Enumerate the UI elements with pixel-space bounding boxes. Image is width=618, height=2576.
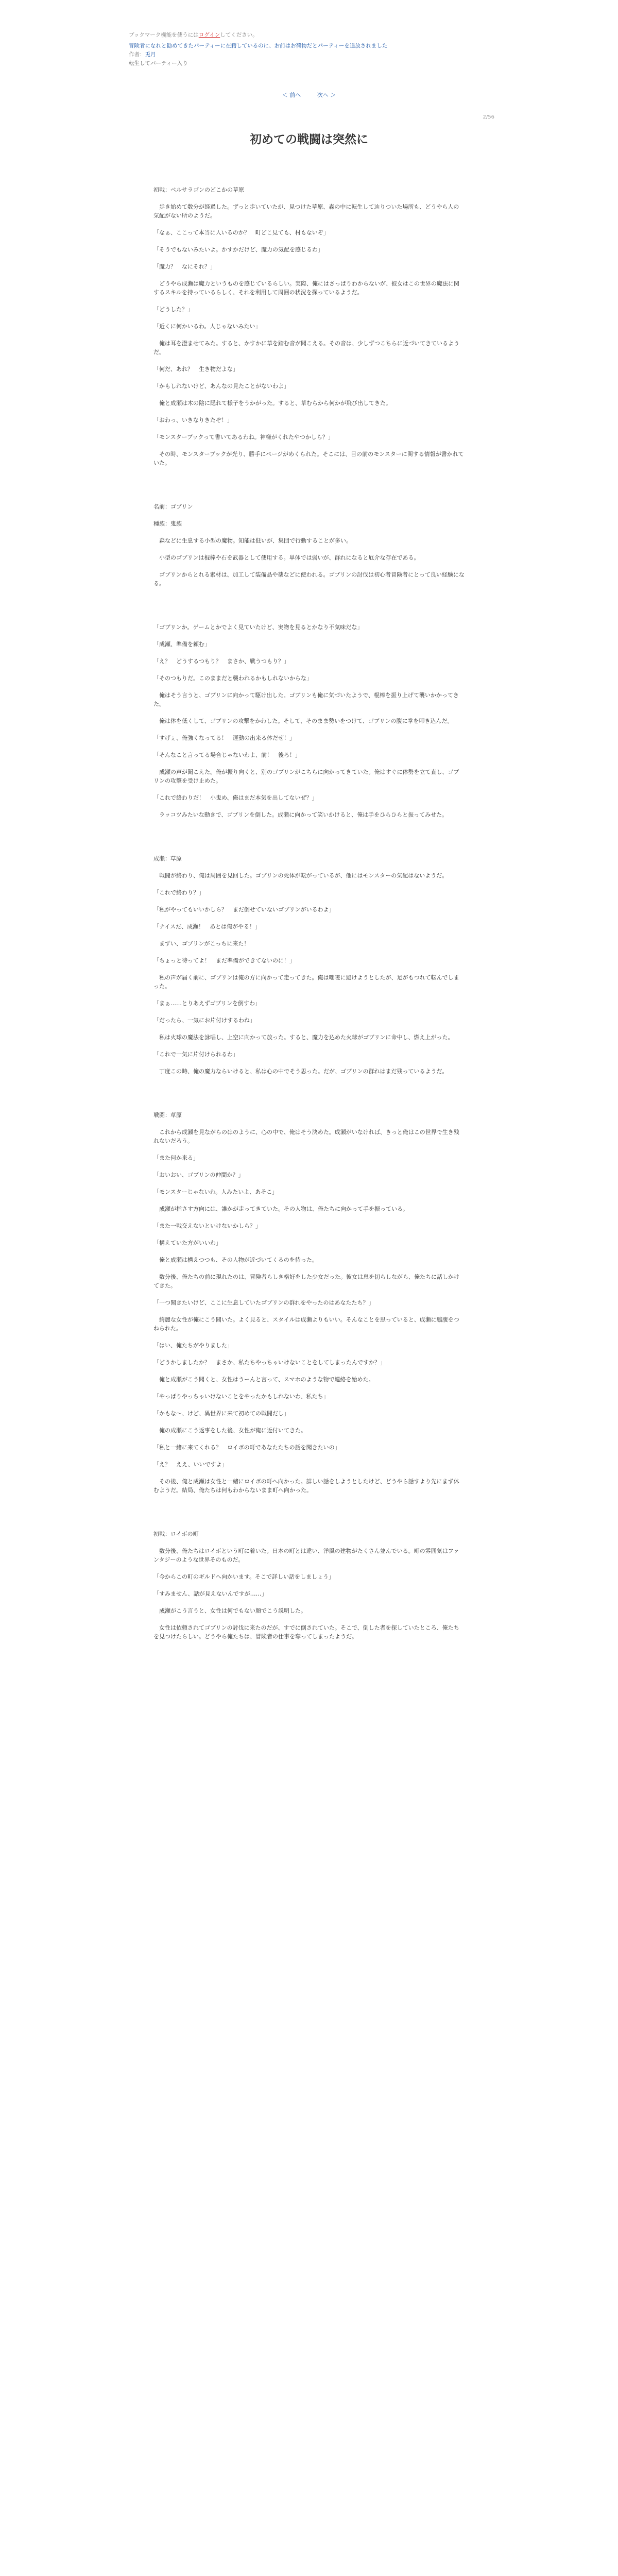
body-paragraph: 初戦：ペルサラゴンのどこかの草原 (153, 187, 244, 193)
body-paragraph: 私の声が届く前に、ゴブリンは俺の方に向かって走ってきた。俺は咄嗟に避けようとしたが、足がもつれて転んでしまった。 (153, 974, 459, 990)
body-paragraph: 「今からこの町のギルドへ向かいます。そこで詳しい話をしましょう」 (153, 1573, 335, 1580)
body-paragraph: 俺は体を低くして、ゴブリンの攻撃をかわした。そして、そのまま勢いをつけて、ゴブリンの腹に拳を叩き込んだ。 (153, 718, 453, 724)
author-link[interactable]: 兎月 (145, 52, 156, 58)
body-paragraph: 「え？ どうするつもり？ まさか、戦うつもり？」 (153, 658, 289, 665)
section-gap (153, 827, 465, 854)
page-count: 2/56 (483, 114, 494, 120)
body-paragraph: 「ゴブリンか。ゲームとかでよく見ていたけど、実物を見るとかなり不気味だな」 (153, 624, 363, 631)
section-gap (153, 596, 465, 623)
body-paragraph: 「また何か来る」 (153, 1155, 199, 1161)
body-paragraph: 「どうかしましたか？ まさか、私たちやっちゃいけないことをしてしまったんですか？」 (153, 1359, 386, 1366)
next-chapter-link[interactable]: 次へ ＞ (317, 92, 336, 98)
body-paragraph: その後、俺と成瀬は女性と一緒にロイボの町へ向かった。詳しい話をしようとしたけど、どうやら話すより先にまず休むようだ。結局、俺たちは何もわからないまま町へ向かった。 (153, 1478, 459, 1494)
body-paragraph: 「私と一緒に来てくれる？ ロイボの町であなたたちの話を聞きたいの」 (153, 1444, 340, 1451)
body-paragraph: 「どうした？」 (153, 306, 193, 313)
body-paragraph: 「魔力？ なにそれ？」 (153, 263, 216, 270)
body-paragraph: 「一つ聞きたいけど、ここに生息していたゴブリンの群れをやったのはあなたたち？」 (153, 1299, 374, 1306)
body-paragraph: 成瀬が指さす方向には、誰かが走ってきていた。その人物は、俺たちに向かって手を振っている。 (153, 1206, 408, 1212)
body-paragraph: 「これで終わり？」 (153, 889, 204, 896)
section-gap (153, 476, 465, 502)
author-line (129, 50, 489, 59)
body-paragraph: 「ナイスだ、成瀬！ あとは俺がやる！」 (153, 923, 261, 930)
body-paragraph: 小型のゴブリンは棍棒や石を武器として使用する。単体では弱いが、群れになると厄介な存在である。 (153, 554, 420, 561)
body-paragraph: 「モンスターじゃないわ。人みたいよ、あそこ」 (153, 1189, 278, 1195)
body-paragraph: どうやら成瀬は魔力というものを感じているらしい。実際、俺にはさっぱりわからないが、彼女はこの世界の魔法に関するスキルを持っているらしく、それを利用して周囲の状況を探っているようだ。 (153, 280, 459, 296)
section-gap (153, 1084, 465, 1111)
body-paragraph: 初戦：ロイボの町 (153, 1531, 199, 1537)
body-paragraph: ゴブリンからとれる素材は、加工して装備品や薬などに使われる。ゴブリンの討伐は初心者冒険者にとって良い経験になる。 (153, 571, 465, 587)
body-paragraph: 「ちょっと待ってよ！ まだ準備ができてないのに！」 (153, 957, 295, 964)
chapter-nav (129, 91, 489, 99)
body-paragraph: 俺と成瀬がこう聞くと、女性はうーんと言って、スマホのような物で連絡を始めた。 (153, 1376, 374, 1383)
body-paragraph: 「すげぇ、俺強くなってる！ 運動の出来る体だぜ！」 (153, 735, 295, 741)
body-paragraph: これから成瀬を見ながらのはのように、心の中で、俺はそう決めた。成瀬がいなければ、きっと俺はこの世界で生き残れないだろう。 (153, 1129, 459, 1144)
login-notice-text: ブックマーク機能を使うには (129, 32, 199, 38)
header (129, 31, 489, 68)
body-paragraph: 「まぁ……とりあえずゴブリンを倒すわ」 (153, 1000, 261, 1007)
body-paragraph: 成瀬：草原 (153, 855, 182, 862)
login-notice (129, 31, 489, 40)
body-paragraph: 「構えていた方がいいわ」 (153, 1240, 221, 1246)
body-paragraph: 丁度この時、俺の魔力ならいけると、私は心の中でそう思った。だが、ゴブリンの群れはまだ残っているようだ。 (153, 1068, 448, 1075)
chapter-label: 転生してパーティー入り (129, 60, 188, 66)
body-paragraph: 「すみません、話が見えないんですが……」 (153, 1590, 267, 1597)
prev-chapter-link[interactable]: ＜ 前へ (282, 92, 301, 98)
section-gap (153, 1503, 465, 1530)
chapter-title: 初めての戦闘は突然に (250, 133, 368, 146)
body-paragraph: 「そのつもりだ。このままだと襲われるかもしれないからな」 (153, 675, 312, 682)
body-paragraph: 「モンスターブックって書いてあるわね。神様がくれたやつかしら？」 (153, 434, 334, 440)
body-paragraph: 名前：ゴブリン (153, 503, 193, 510)
body-paragraph: 「はい、俺たちがやりました」 (153, 1342, 233, 1349)
login-notice-suffix: してください。 (220, 32, 258, 38)
body-paragraph: 「かもしれないけど、あんなの見たことがないわよ」 (153, 383, 289, 389)
body-paragraph: 「何だ、あれ？ 生き物だよな」 (153, 366, 238, 372)
body-paragraph: 「おわっ、いきなりきたぞ！」 (153, 417, 233, 423)
body-paragraph: 「かもな～、けど、異世界に来て初めての戦闘だし」 (153, 1410, 289, 1417)
body-paragraph: 「これで一気に片付けられるわ」 (153, 1051, 238, 1058)
series-title-link[interactable]: 冒険者になれと勧めてきたパーティーに在籍しているのに、お前はお荷物だとパーティーを追放されました (129, 43, 388, 49)
body-paragraph: 種族：鬼族 (153, 520, 182, 527)
body-paragraph: 「なぁ、ここって本当に人いるのか？ 町どこ見ても、村もないぞ」 (153, 229, 329, 236)
body-paragraph: その時、モンスターブックが光り、勝手にページがめくられた。そこには、目の前のモンスターに関する情報が書かれていた。 (153, 451, 464, 466)
body-paragraph: 「これで終わりだ！ 小鬼め、俺はまだ本気を出してないぜ？」 (153, 794, 318, 801)
body-paragraph: 俺はそう言うと、ゴブリンに向かって駆け出した。ゴブリンも俺に気づいたようで、棍棒を振り上げて襲いかかってきた。 (153, 692, 459, 707)
body-paragraph: 「え？ ええ、いいですよ」 (153, 1461, 228, 1468)
body-paragraph: 俺と成瀬は構えつつも、その人物が近づいてくるのを待った。 (153, 1257, 318, 1263)
body-paragraph: 成瀬の声が聞こえた。俺が振り向くと、別のゴブリンがこちらに向かってきていた。俺はすぐに体勢を立て直し、ゴブリンの攻撃を受け止めた。 (153, 769, 459, 784)
login-link[interactable]: ログイン (198, 32, 220, 38)
body-paragraph: 「また一戦交えないといけないかしら？」 (153, 1223, 261, 1229)
body-paragraph: 俺と成瀬は木の陰に隠れて様子をうかがった。すると、草むらから何かが飛び出してきた。 (153, 400, 391, 406)
body-paragraph: 歩き始めて数分が経過した。ずっと歩いていたが、見つけた草原、森の中に転生して辿りついた場所も、どうやら人の気配がない所のようだ。 (153, 204, 459, 219)
body-paragraph: 成瀬がこう言うと、女性は何でもない顔でこう説明した。 (153, 1607, 306, 1614)
body-paragraph: 私は火球の魔法を詠唱し、上空に向かって放った。すると、魔力を込めた火球がゴブリンに命中し、燃え上がった。 (153, 1034, 454, 1041)
body-paragraph: 「だったら、一気にお片付けするわね」 (153, 1017, 255, 1024)
body-paragraph: 俺の成瀬にこう返事をした後、女性が俺に近付いてきた。 (153, 1427, 306, 1434)
body-paragraph: 森などに生息する小型の魔物。知能は低いが、集団で行動することが多い。 (153, 537, 352, 544)
body-paragraph: 「おいおい、ゴブリンの仲間か？」 (153, 1172, 244, 1178)
body-paragraph: 戦闘：草原 (153, 1112, 182, 1118)
author-prefix: 作者： (129, 52, 145, 58)
body-paragraph: 数分後、俺たちの前に現れたのは、冒険者らしき格好をした少女だった。彼女は息を切らしながら、俺たちに話しかけてきた。 (153, 1274, 459, 1289)
body-paragraph: 「やっぱりやっちゃいけないことをやったかもしれないわ、私たち」 (153, 1393, 329, 1400)
body-paragraph: 俺は耳を澄ませてみた。すると、かすかに草を踏む音が聞こえる。その音は、少しずつこちらに近づいてきているようだ。 (153, 340, 459, 355)
body-paragraph: 綺麗な女性が俺にこう聞いた。よく見ると、スタイルは成瀬よりもいい。そんなことを思っていると、成瀬に脇腹をつねられた。 (153, 1316, 459, 1332)
body-paragraph: 女性は依頼されてゴブリンの討伐に来たのだが、すでに倒されていた。そこで、倒した者を探していたところ、俺たちを見つけたらしい。どうやら俺たちは、冒険者の仕事を奪ってしまったようだ。 (153, 1624, 459, 1640)
body-paragraph: 「近くに何かいるわ。人じゃないみたい」 (153, 323, 261, 330)
chapter-body (153, 185, 465, 1649)
body-paragraph: 「成瀬、準備を頼む」 (153, 641, 210, 648)
body-paragraph: まずい、ゴブリンがこっちに来た！ (153, 940, 250, 947)
body-paragraph: 「そうでもないみたいよ。かすかだけど、魔力の気配を感じるわ」 (153, 246, 323, 253)
body-paragraph: 戦闘が終わり、俺は周囲を見回した。ゴブリンの死体が転がっているが、他にはモンスターの気配はないようだ。 (153, 872, 448, 879)
body-paragraph: 「私がやってもいいかしら？ まだ倒せていないゴブリンがいるわよ」 (153, 906, 335, 913)
body-paragraph: 数分後、俺たちはロイボという町に着いた。日本の町とは違い、洋風の建物がたくさん並んでいる。町の雰囲気はファンタジーのような世界そのものだ。 (153, 1548, 459, 1563)
body-paragraph: ラッコツみたいな動きで、ゴブリンを倒した。成瀬に向かって笑いかけると、俺は手をひらひらと振ってみせた。 (153, 811, 448, 818)
body-paragraph: 「そんなこと言ってる場合じゃないわよ、前！ 後ろ！」 (153, 752, 301, 758)
